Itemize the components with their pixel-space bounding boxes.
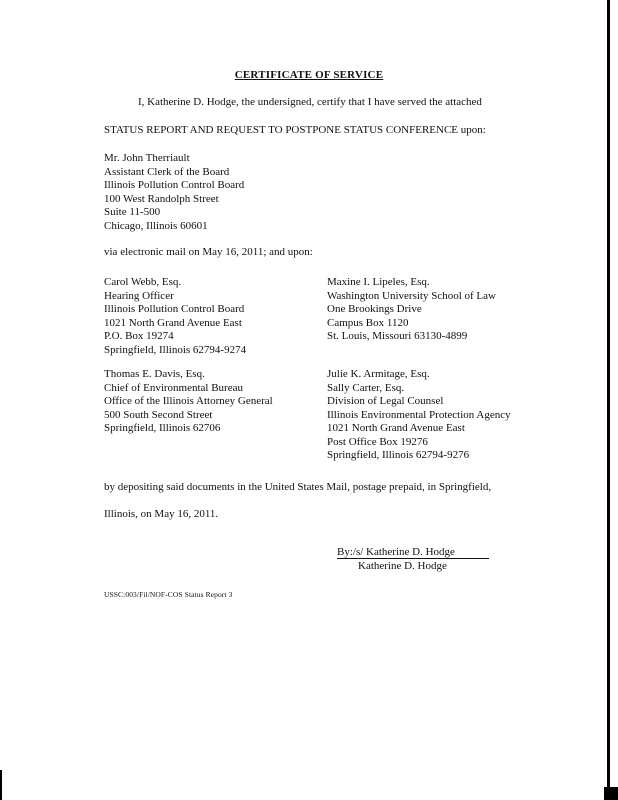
signature-by-line [337, 546, 489, 559]
intro-line-2: STATUS REPORT AND REQUEST TO POSTPONE STATUS CONFERENCE upon: [104, 124, 486, 136]
address-line: Illinois Pollution Control Board [104, 303, 245, 315]
intro-line-1: I, Katherine D. Hodge, the undersigned, certify that I have served the attached [138, 96, 482, 108]
address-line: Sally Carter, Esq. [327, 381, 405, 394]
address-line: Post Office Box 19276 [327, 435, 428, 448]
recipient-right-bottom [327, 368, 511, 463]
address-line: Chicago, Illinois 60601 [104, 219, 208, 232]
address-line: Washington University School of Law [327, 289, 496, 302]
closing-line-1: by depositing said documents in the United States Mail, postage prepaid, in Springfield, [104, 481, 492, 493]
address-line: 100 West Randolph Street [104, 192, 219, 205]
address-line: Campus Box 1120 [327, 316, 409, 329]
address-line: Illinois Environmental Protection Agency [327, 408, 511, 421]
address-line: St. Louis, Missouri 63130-4899 [327, 330, 468, 342]
address-line: Suite 11-500 [104, 206, 161, 218]
recipient-right-top [327, 276, 496, 344]
address-line: Springfield, Illinois 62706 [104, 422, 221, 434]
address-line: Office of the Illinois Attorney General [104, 395, 273, 407]
signature-name: Katherine D. Hodge [358, 560, 447, 572]
address-line: Mr. John Therriault [104, 152, 190, 164]
recipient-left-top [104, 276, 246, 357]
scan-edge-left [0, 770, 2, 800]
address-line: 500 South Second Street [104, 408, 213, 421]
footer-reference: USSC:003/Fil/NOF-COS Status Report 3 [104, 590, 233, 599]
document-title: CERTIFICATE OF SERVICE [234, 69, 384, 81]
address-line: Assistant Clerk of the Board [104, 165, 230, 178]
scan-edge-corner [604, 787, 618, 800]
address-line: Chief of Environmental Bureau [104, 381, 243, 394]
scan-edge-right [607, 0, 610, 800]
address-line: Division of Legal Counsel [327, 395, 444, 407]
address-line: Springfield, Illinois 62794-9276 [327, 449, 470, 461]
address-line: 1021 North Grand Avenue East [327, 422, 465, 434]
address-line: Julie K. Armitage, Esq. [327, 368, 430, 380]
address-line: Carol Webb, Esq. [104, 276, 182, 288]
address-line: 1021 North Grand Avenue East [104, 316, 242, 329]
address-line: Maxine I. Lipeles, Esq. [327, 276, 430, 288]
address-line: Thomas E. Davis, Esq. [104, 368, 205, 380]
signature-by-text: By:/s/ Katherine D. Hodge [337, 546, 489, 559]
closing-line-2: Illinois, on May 16, 2011. [104, 508, 219, 520]
via-line: via electronic mail on May 16, 2011; and upon: [104, 246, 313, 258]
recipient-left-bottom [104, 368, 273, 436]
first-recipient-address [104, 152, 244, 233]
address-line: P.O. Box 19274 [104, 330, 174, 342]
address-line: Hearing Officer [104, 289, 174, 302]
address-line: Springfield, Illinois 62794-9274 [104, 343, 247, 356]
address-line: One Brookings Drive [327, 303, 422, 315]
address-line: Illinois Pollution Control Board [104, 179, 245, 191]
